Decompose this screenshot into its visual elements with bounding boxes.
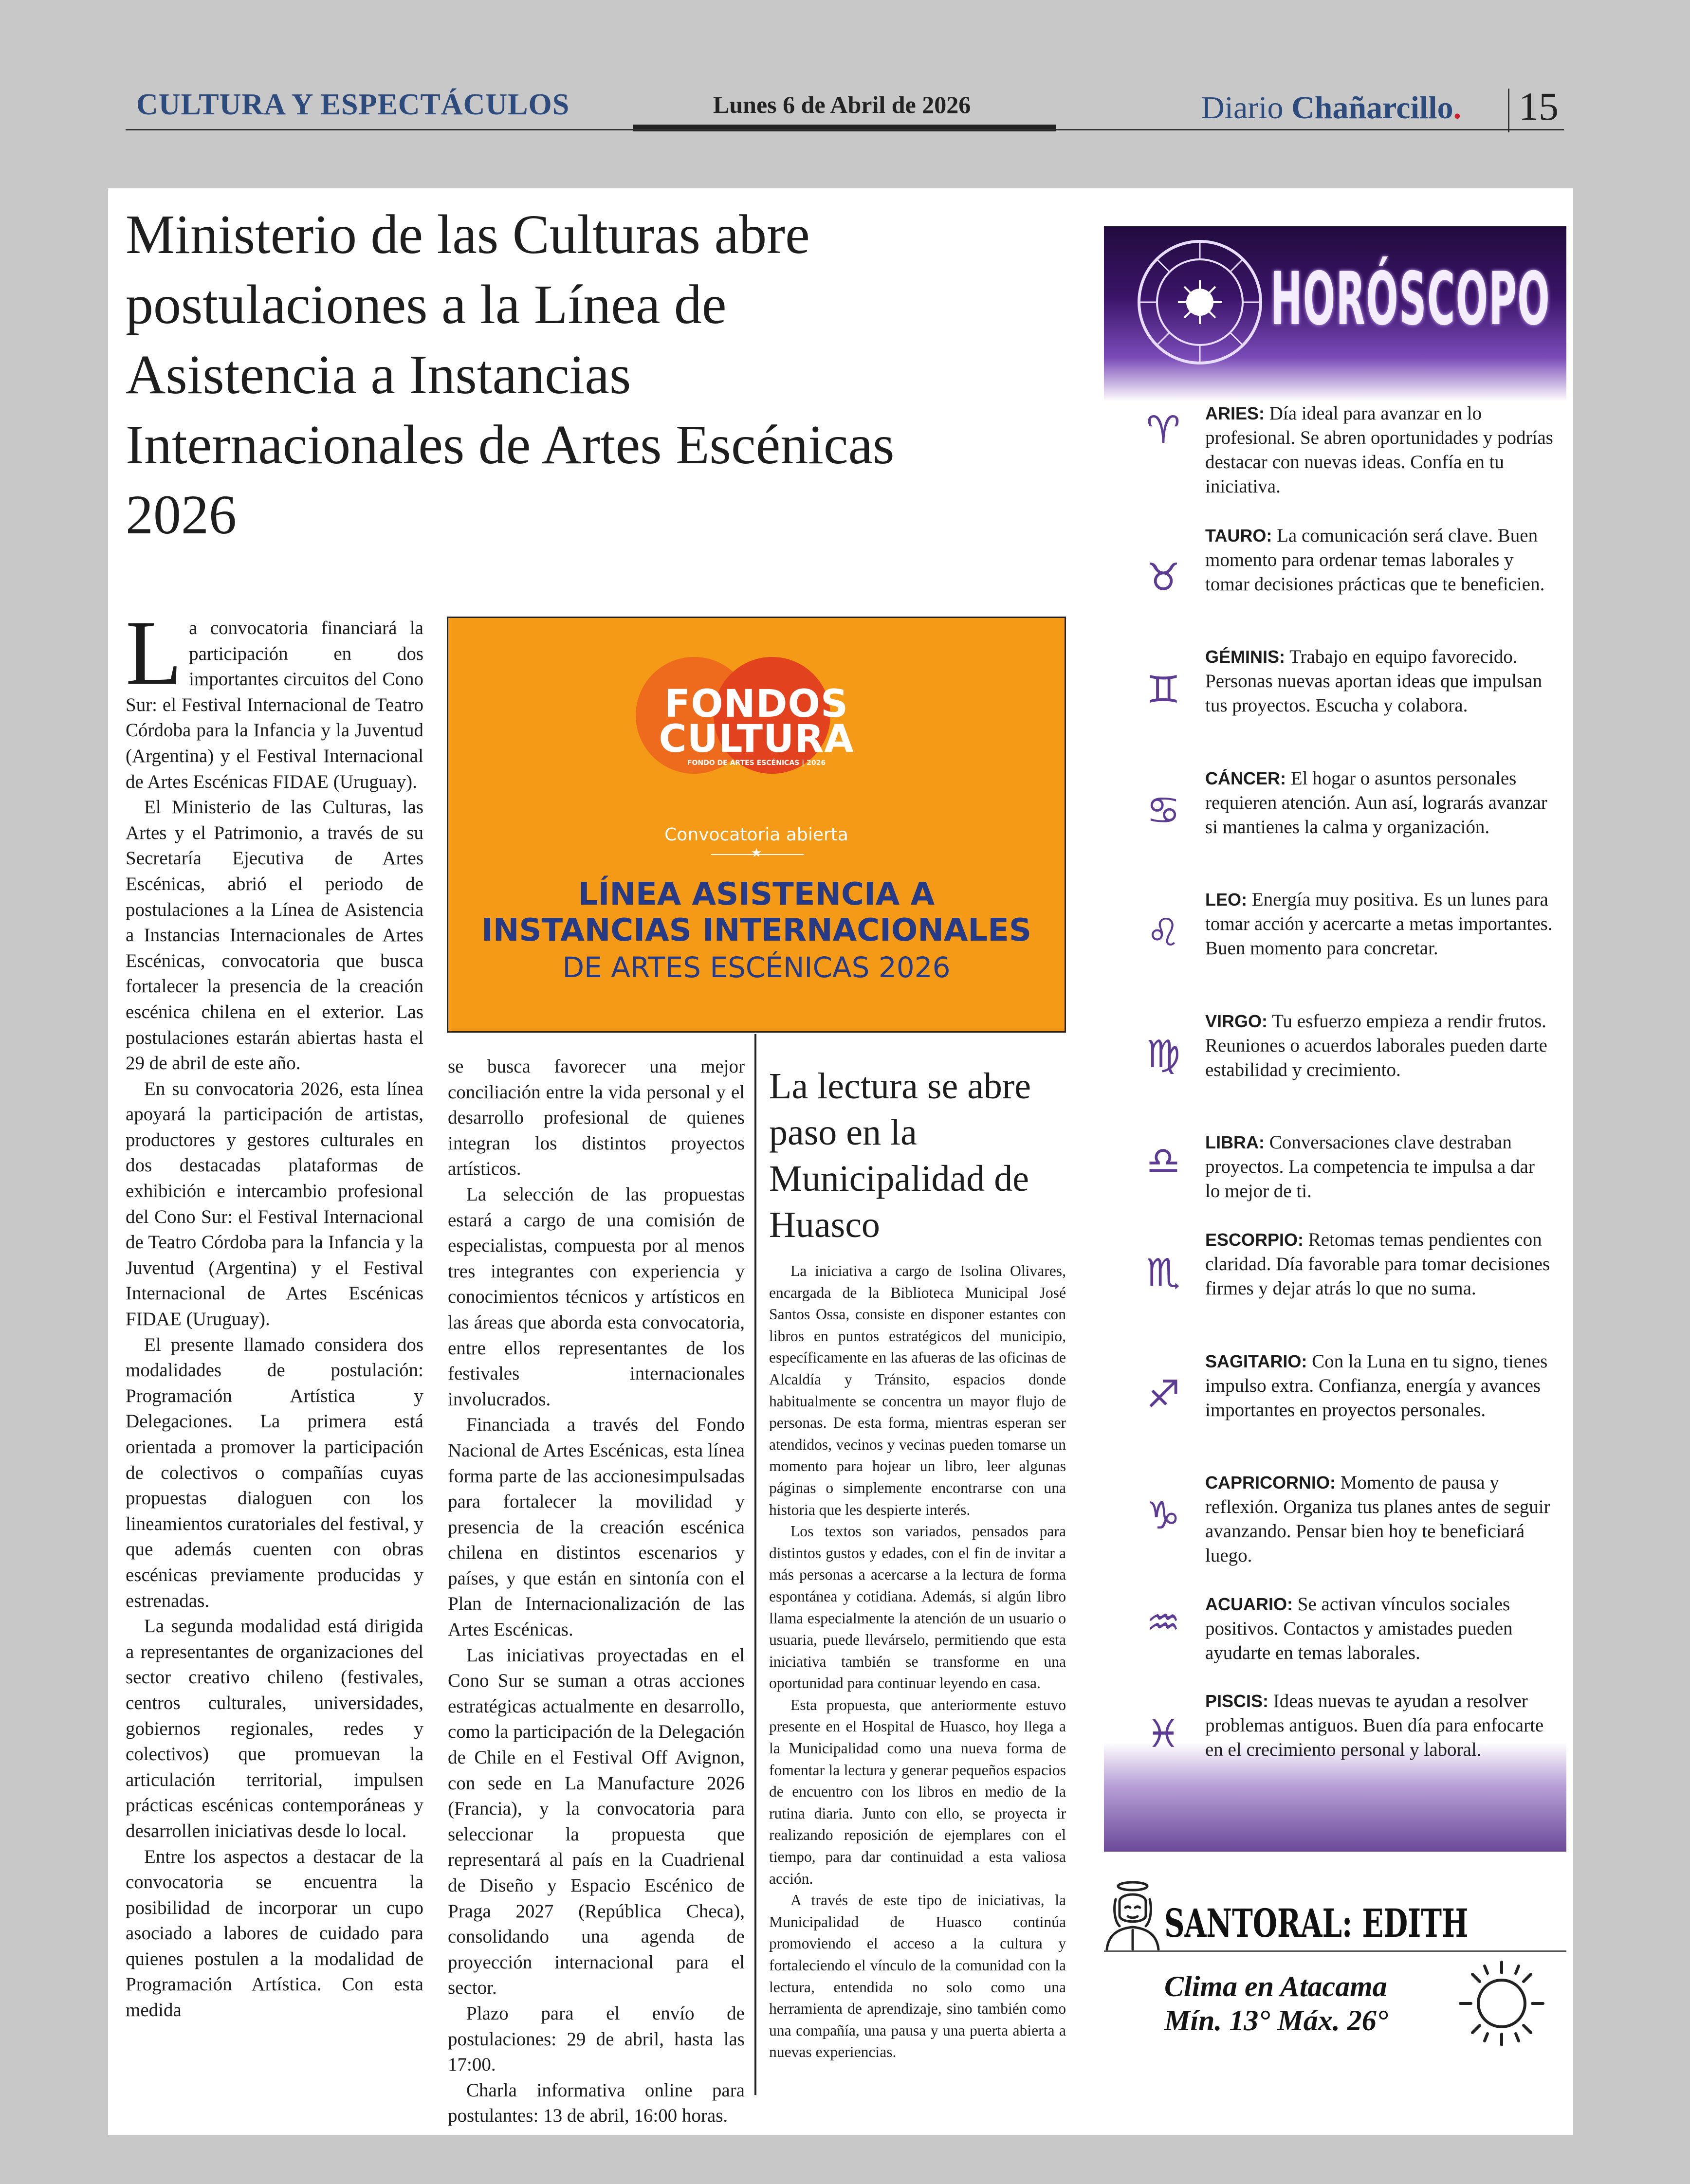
- drop-cap: L: [126, 602, 183, 704]
- article-paragraph: Charla informativa online para postulantes: 13 de abril, 16:00 horas.: [448, 2079, 745, 2127]
- sign-text: Energía muy positiva. Es un lunes para tomar acción y acercarte a metas importantes. Buen momento para concretar.: [1205, 889, 1553, 959]
- weather-title: Clima en Atacama: [1164, 1970, 1387, 2002]
- main-headline: Ministerio de las Culturas abre postulaciones a la Línea de Asistencia a Instancias Internacionales de Artes Escénicas 2026: [126, 203, 895, 546]
- page-number: 15: [1519, 84, 1559, 128]
- pisces-icon: ♓: [1146, 1712, 1180, 1756]
- sign-name: PISCIS:: [1205, 1691, 1269, 1711]
- sign-text: Trabajo en equipo favorecido. Personas nuevas aportan ideas que impulsan tus proyectos. Escucha y colabora.: [1205, 646, 1543, 716]
- cancer-icon: ♋: [1146, 789, 1180, 833]
- newspaper-dot: .: [1453, 90, 1462, 126]
- page-number-divider: [1508, 89, 1509, 132]
- taurus-icon: ♉: [1146, 556, 1180, 600]
- newspaper-prefix: Diario: [1201, 90, 1292, 126]
- article-paragraph: Los textos son variados, pensados para distintos gustos y edades, con el fin de invitar a más personas a acercarse a la lectura de forma espontánea y cotidiana. Además, si algún libro llama especialmente la atención de un usuario o usuaria, puede llevárselo, permitiendo que esta iniciativa también se transforme en una oportunidad para continuar leyendo en casa.: [769, 1523, 1066, 1692]
- promo-title-line-3: DE ARTES ESCÉNICAS 2026: [562, 951, 951, 984]
- star-icon: ★: [751, 846, 762, 860]
- sign-text: El hogar o asuntos personales requieren atención. Aun así, lograrás avanzar si mantienes la calma y organización.: [1205, 768, 1547, 837]
- sign-text: Día ideal para avanzar en lo profesional. Se abren oportunidades y podrías destacar con nuevas ideas. Confía en tu iniciativa.: [1205, 403, 1553, 497]
- article-paragraph: Esta propuesta, que anteriormente estuvo presente en el Hospital de Huasco, hoy llega a la Municipalidad como una nueva forma de fomentar la lectura y generar pequeños espacios de encuentro con los libros en medio de la rutina diaria. Junto con ello, se proyecta ir realizando reposición de ejemplares con el tiempo, para dar continuidad a esta valiosa acción.: [769, 1696, 1066, 1887]
- article-paragraph: El Ministerio de las Culturas, las Artes y el Patrimonio, a través de su Secretaría Ejecutiva de Artes Escénicas, abrió el periodo de postulaciones a la Línea de Asistencia a Instancias Internacionales de Artes Escénicas, convocatoria que busca fortalecer la presencia de la creación escénica chilena en el exterior. Las postulaciones estarán abiertas hasta el 29 de abril de este año.: [126, 797, 423, 1074]
- sign-name: ACUARIO:: [1205, 1594, 1293, 1614]
- sign-text: Retomas temas pendientes con claridad. Día favorable para tomar decisiones firmes y dejar atrás lo que no suma.: [1205, 1229, 1550, 1299]
- sign-name: TAURO:: [1205, 526, 1272, 546]
- leo-icon: ♌: [1146, 911, 1180, 955]
- aquarius-icon: ♒: [1146, 1601, 1180, 1645]
- libra-icon: ♎: [1146, 1139, 1180, 1183]
- logo-subtitle: FONDO DE ARTES ESCÉNICAS | 2026: [687, 759, 826, 767]
- promo-title-line-2: INSTANCIAS INTERNACIONALES: [481, 912, 1031, 948]
- virgo-icon: ♍: [1146, 1033, 1180, 1076]
- saint-icon: [1101, 1873, 1164, 1950]
- weather-temperatures: Mín. 13° Máx. 26°: [1164, 2004, 1388, 2037]
- side-article-body: [769, 1260, 1066, 2063]
- sign-name: CAPRICORNIO:: [1205, 1473, 1336, 1492]
- scorpio-icon: ♏: [1146, 1251, 1180, 1295]
- issue-date: Lunes 6 de Abril de 2026: [713, 91, 971, 118]
- article-paragraph: Entre los aspectos a destacar de la convocatoria se encuentra la posibilidad de incorporar un cupo asociado a labores de cuidado para quienes postulen a la modalidad de Programación Artística. Con esta medida: [126, 1846, 423, 2021]
- header-rule: [126, 129, 1564, 130]
- logo-line-2: CULTURA: [659, 717, 854, 761]
- section-name: CULTURA Y ESPECTÁCULOS: [136, 88, 570, 121]
- promo-title-line-1: LÍNEA ASISTENCIA A: [578, 876, 935, 912]
- logo-line-1: FONDOS: [664, 682, 849, 726]
- santoral-title: SANTORAL: EDITH: [1164, 1900, 1469, 1946]
- side-article-headline: La lectura se abre paso en la Municipalidad de Huasco: [769, 1066, 1031, 1245]
- promo-call: Convocatoria abierta: [664, 825, 848, 845]
- article-paragraph: Las iniciativas proyectadas en el Cono Sur se suman a otras acciones estratégicas actualmente en desarrollo, como la participación de la Delegación de Chile en el Festival Off Avignon, con sede en La Manufacture 2026 (Francia), y la convocatoria para seleccionar la propuesta que representará al país en la Cuadrienal de Diseño y Espacio Escénico de Praga 2027 (República Checa), consolidando una agenda de proyección internacional para el sector.: [448, 1644, 745, 1999]
- sign-name: GÉMINIS:: [1205, 647, 1286, 667]
- sign-name: ESCORPIO:: [1205, 1230, 1304, 1250]
- sign-text: Tu esfuerzo empieza a rendir frutos. Reuniones o acuerdos laborales pueden darte estabilidad y crecimiento.: [1205, 1011, 1547, 1080]
- article-paragraph: En su convocatoria 2026, esta línea apoyará la participación de artistas, productores y gestores culturales en dos destacadas plataformas de exhibición e intercambio profesional del Cono Sur: el Festival Internacional de Teatro Córdoba para la Infancia y la Juventud (Argentina) y el Festival Internacional de Artes Escénicas FIDAE (Uruguay).: [126, 1078, 423, 1330]
- article-paragraph: La convocatoria financiará la participación en dos importantes circuitos del Cono Sur: el Festival Internacional de Teatro Córdoba para la Infancia y la Juventud (Argentina) y el Festival Internacional de Artes Escénicas FIDAE (Uruguay).: [126, 602, 423, 792]
- sign-text: Conversaciones clave destraban proyectos. La competencia te impulsa a dar lo mejor de ti.: [1205, 1132, 1535, 1201]
- sign-text: Momento de pausa y reflexión. Organiza tus planes antes de seguir avanzando. Pensar bien hoy te beneficiará luego.: [1205, 1472, 1550, 1566]
- sun-icon: [1455, 1957, 1548, 2050]
- main-article-column-1: [126, 602, 423, 2023]
- article-paragraph: A través de este tipo de iniciativas, la Municipalidad de Huasco continúa promoviendo el acceso a la cultura y fortaleciendo el vínculo de la comunidad con la lectura, entendida no solo como una herramienta de aprendizaje, sino también como una compañía, una pausa y una puerta abierta a nuevas experiencias.: [769, 1892, 1066, 2061]
- sign-text: Ideas nuevas te ayudan a resolver problemas antiguos. Buen día para enfocarte en el crecimiento personal y laboral.: [1205, 1691, 1544, 1760]
- sign-text: Con la Luna en tu signo, tienes impulso extra. Confianza, energía y avances importantes en proyectos personales.: [1205, 1351, 1548, 1420]
- sagittarius-icon: ♐: [1146, 1373, 1180, 1417]
- article-paragraph: La iniciativa a cargo de Isolina Olivares, encargada de la Biblioteca Municipal José Santos Ossa, consiste en disponer estantes con libros en puntos estratégicos del municipio, específicamente en las afueras de las oficinas de Alcaldía y Tránsito, espacios donde habitualmente se concentra un mayor flujo de personas. De esta forma, mientras esperan ser atendidos, vecinos y vecinas pueden tomarse un momento para hojear un libro, leer algunas páginas o simplemente encontrarse con una historia que les despierte interés.: [769, 1262, 1066, 1518]
- sign-name: VIRGO:: [1205, 1011, 1268, 1031]
- horoscope-title: HORÓSCOPO: [1270, 257, 1551, 342]
- article-paragraph: El presente llamado considera dos modalidades de postulación: Programación Artística y Delegaciones. La primera está orientada a promover la participación de colectivos o compañías cuyas propuestas dialoguen con los lineamientos curatoriales del festival, y que además cuenten con obras escénicas previamente producidas y estrenadas.: [126, 1334, 423, 1611]
- sign-name: LIBRA:: [1205, 1132, 1265, 1152]
- article-paragraph: La selección de las propuestas estará a cargo de una comisión de especialistas, compuesta por al menos tres integrantes con experiencia y conocimientos técnicos y artísticos en las áreas que aborda esta convocatoria, entre ellos representantes de los festivales internacionales involucrados.: [448, 1183, 745, 1410]
- sign-name: SAGITARIO:: [1205, 1351, 1307, 1371]
- article-paragraph: La segunda modalidad está dirigida a representantes de organizaciones del sector creativo chileno (festivales, centros culturales, universidades, gobiernos regionales, redes y colectivos) que promuevan la articulación territorial, impulsen prácticas escénicas contemporáneas y desarrollen iniciativas desde lo local.: [126, 1616, 423, 1841]
- article-paragraph: Plazo para el envío de postulaciones: 29 de abril, hasta las 17:00.: [448, 2002, 745, 2075]
- newspaper-title: Chañarcillo: [1291, 90, 1453, 126]
- sign-name: CÁNCER:: [1205, 768, 1286, 788]
- santoral-rule: [1104, 1950, 1566, 1952]
- sign-text: La comunicación será clave. Buen momento para ordenar temas laborales y tomar decisiones prácticas que te beneficien.: [1205, 525, 1545, 595]
- capricorn-icon: ♑: [1146, 1494, 1180, 1538]
- zodiac-wheel-icon: [1134, 237, 1266, 368]
- sign-name: ARIES:: [1205, 403, 1265, 423]
- sign-text: Se activan vínculos sociales positivos. Contactos y amistades pueden ayudarte en temas laborales.: [1205, 1594, 1513, 1663]
- fondos-cultura-promo: [447, 617, 1066, 1033]
- main-article-column-2: [448, 1054, 745, 2129]
- aries-icon: ♈: [1146, 408, 1180, 452]
- article-paragraph: Financiada a través del Fondo Nacional de Artes Escénicas, esta línea forma parte de las accionesimpulsadas para fortalecer la movilidad y presencia de la creación escénica chilena en distintos escenarios y países, y que están en sintonía con el Plan de Internacionalización de las Artes Escénicas.: [448, 1414, 745, 1640]
- gemini-icon: ♊: [1146, 668, 1180, 712]
- sign-name: LEO:: [1205, 890, 1247, 910]
- column-rule: [754, 1034, 756, 2095]
- article-paragraph: se busca favorecer una mejor conciliación entre la vida personal y el desarrollo profesional de quienes integran los distintos proyectos artísticos.: [448, 1056, 745, 1180]
- newspaper-name: [1201, 90, 1461, 127]
